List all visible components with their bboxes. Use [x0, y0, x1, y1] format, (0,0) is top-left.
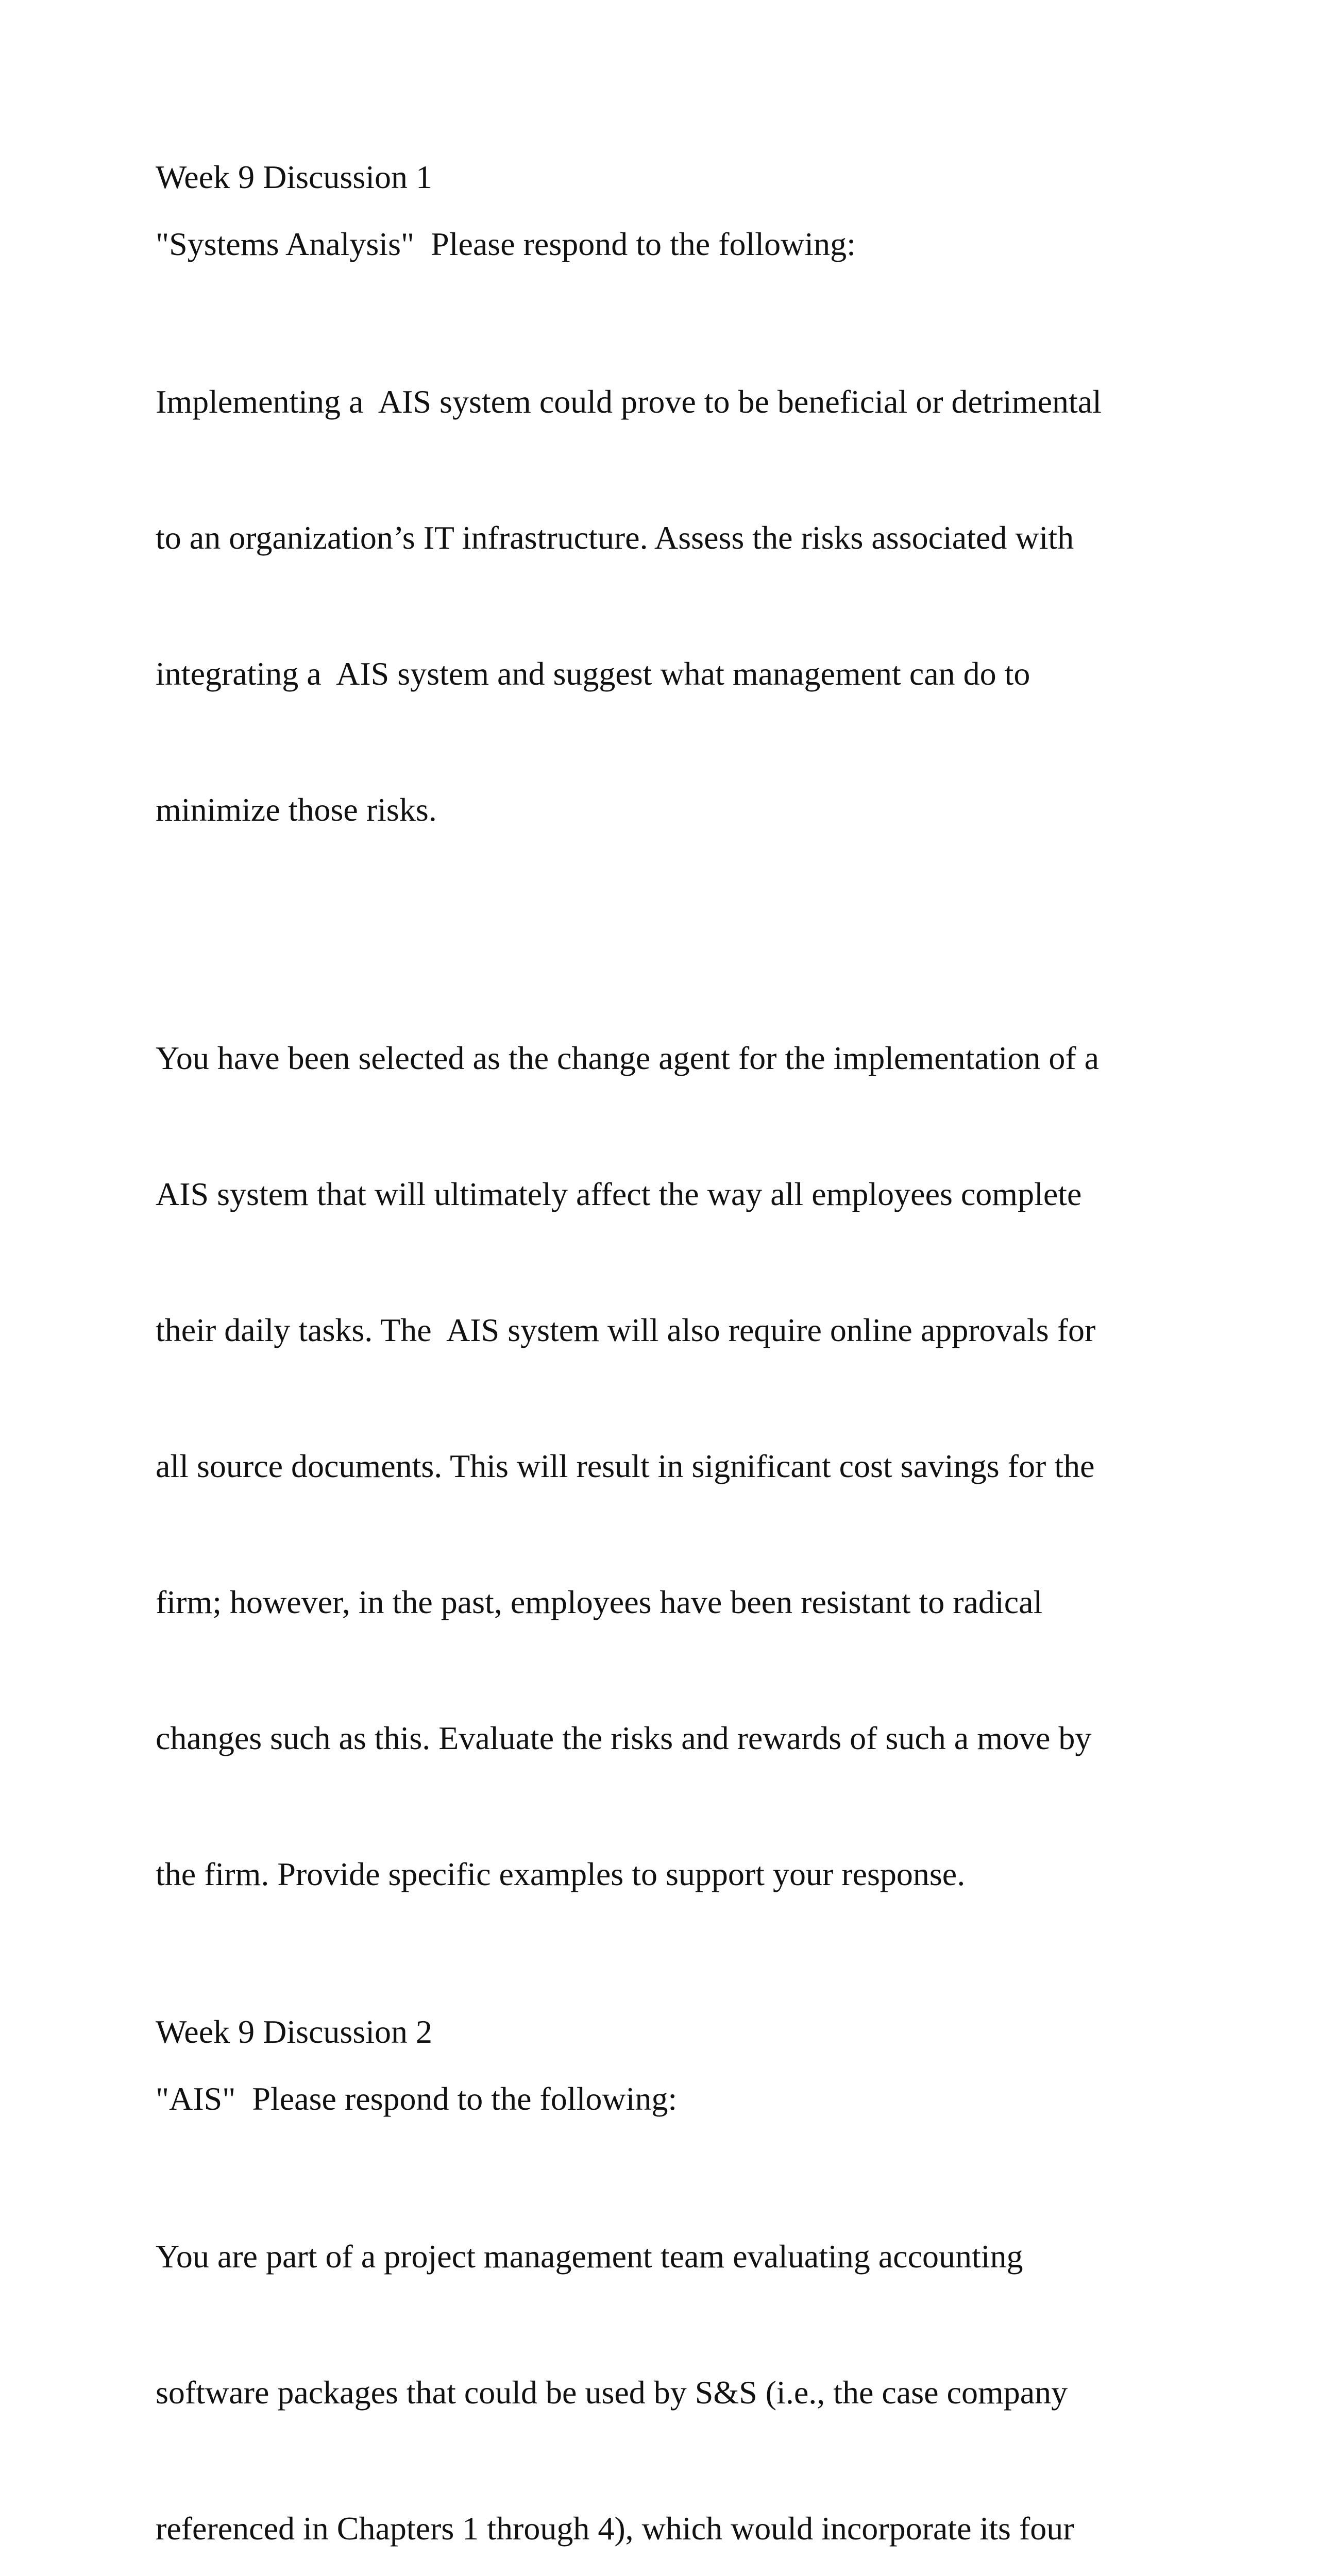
text-line: minimize those risks.: [156, 791, 437, 828]
text-line: the firm. Provide specific examples to support your response.: [156, 1856, 966, 1892]
text-line: You have been selected as the change agent for the implementation of a: [156, 1040, 1100, 1076]
discussion-1-heading: Week 9 Discussion 1: [156, 159, 432, 195]
text-line: You are part of a project management team evaluating accounting: [156, 2238, 1023, 2275]
text-line: referenced in Chapters 1 through 4), which would incorporate its four: [156, 2510, 1074, 2547]
text-line: all source documents. This will result in significant cost savings for the: [156, 1448, 1095, 1484]
discussion-1-prompt: "Systems Analysis" Please respond to the following:: [156, 226, 856, 262]
text-line: Implementing a AIS system could prove to be beneficial or detrimental: [156, 383, 1102, 420]
text-line: changes such as this. Evaluate the risks and rewards of such a move by: [156, 1720, 1092, 1756]
text-line: firm; however, in the past, employees have been resistant to radical: [156, 1584, 1043, 1620]
text-line: AIS system that will ultimately affect the way all employees complete: [156, 1176, 1082, 1212]
text-line: software packages that could be used by S&S (i.e., the case company: [156, 2374, 1068, 2411]
discussion-1-paragraph-2: [156, 945, 1165, 1988]
discussion-2-paragraph-1: [156, 2143, 1165, 2576]
discussion-2-heading: Week 9 Discussion 2: [156, 2013, 432, 2050]
discussion-1-paragraph-1: [156, 289, 1165, 923]
text-line: to an organization’s IT infrastructure. Assess the risks associated with: [156, 519, 1074, 556]
text-line: their daily tasks. The AIS system will also require online approvals for: [156, 1312, 1096, 1348]
document-body: [156, 155, 1165, 2576]
discussion-2-prompt: "AIS" Please respond to the following:: [156, 2080, 678, 2117]
text-line: integrating a AIS system and suggest what management can do to: [156, 655, 1030, 692]
